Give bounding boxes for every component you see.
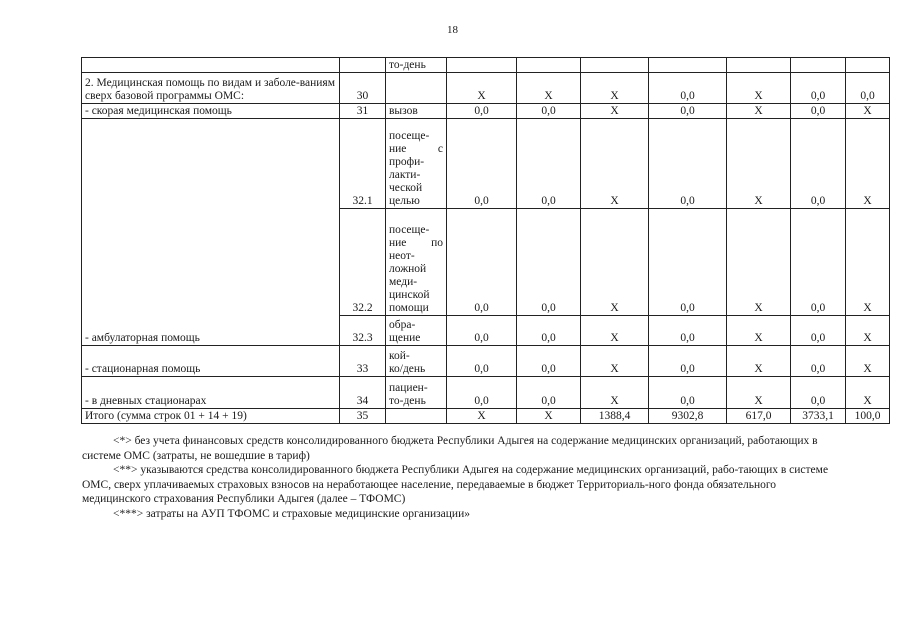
value-cell: X: [846, 104, 890, 119]
table-row: [82, 58, 890, 73]
value-cell: [447, 58, 517, 73]
row-number-cell: 30: [340, 73, 386, 104]
value-cell: 0,0: [517, 119, 581, 209]
unit-line: целью: [389, 195, 420, 207]
value-cell: 0,0: [791, 73, 846, 104]
row-number-cell: 34: [340, 377, 386, 409]
unit-line: меди-: [389, 276, 418, 288]
value-cell: 3733,1: [791, 409, 846, 424]
value-cell: X: [727, 346, 791, 377]
value-cell: [517, 58, 581, 73]
value-cell: 9302,8: [649, 409, 727, 424]
value-cell: 0,0: [447, 209, 517, 316]
unit-line: помощи: [389, 302, 429, 314]
value-cell: 0,0: [649, 73, 727, 104]
unit-line: то-день: [389, 59, 426, 71]
row-name-cell: - стационарная помощь: [82, 346, 340, 377]
unit-cell: [386, 209, 447, 316]
value-cell: X: [447, 409, 517, 424]
unit-line: ние по: [389, 237, 443, 249]
value-cell: 0,0: [517, 209, 581, 316]
value-cell: X: [727, 209, 791, 316]
value-cell: 0,0: [649, 316, 727, 346]
unit-line: неот-: [389, 250, 415, 262]
value-cell: 0,0: [517, 346, 581, 377]
unit-cell: [386, 104, 447, 119]
value-cell: 1388,4: [581, 409, 649, 424]
value-cell: 0,0: [791, 377, 846, 409]
unit-line: посеще-: [389, 130, 430, 142]
value-cell: X: [727, 104, 791, 119]
value-cell: X: [517, 409, 581, 424]
footnote-2: <**> указываются средства консолидированного бюджета Республики Адыгея на содержание медицинских организаций, рабо-тающих в системе ОМС, сверх уплачиваемых страховых взносов на неработающее население, передаваемые в бюджет Территориаль-ного фонда обязательного медицинского страхования Республики Адыгея (далее – ТФОМС): [82, 464, 829, 505]
table-row: [82, 409, 890, 424]
unit-cell: [386, 58, 447, 73]
value-cell: 0,0: [517, 104, 581, 119]
value-cell: 0,0: [649, 346, 727, 377]
value-cell: [727, 58, 791, 73]
unit-line: посеще-: [389, 224, 430, 236]
value-cell: 0,0: [517, 377, 581, 409]
value-cell: 0,0: [791, 346, 846, 377]
value-cell: 0,0: [447, 377, 517, 409]
unit-cell: [386, 316, 447, 346]
value-cell: X: [727, 377, 791, 409]
unit-line: ческой: [389, 182, 423, 194]
value-cell: X: [517, 73, 581, 104]
data-table: [81, 57, 890, 424]
row-name-cell: [82, 58, 340, 73]
value-cell: 0,0: [791, 104, 846, 119]
value-cell: 0,0: [649, 209, 727, 316]
unit-cell: [386, 409, 447, 424]
unit-line: ко/день: [389, 363, 426, 375]
value-cell: 0,0: [447, 316, 517, 346]
unit-line: цинской: [389, 289, 430, 301]
footnote-1: <*> без учета финансовых средств консолидированного бюджета Республики Адыгея на содержание медицинских организаций, работающих в системе ОМС (затраты, не вошедшие в тариф): [82, 435, 818, 462]
value-cell: 0,0: [649, 104, 727, 119]
table-body: [82, 58, 890, 424]
table-row: [82, 119, 890, 209]
row-name-cell: - скорая медицинская помощь: [82, 104, 340, 119]
value-cell: X: [727, 316, 791, 346]
unit-line: ние с: [389, 143, 443, 155]
value-cell: 0,0: [846, 73, 890, 104]
value-cell: [846, 58, 890, 73]
value-cell: X: [846, 209, 890, 316]
value-cell: X: [846, 316, 890, 346]
value-cell: X: [581, 73, 649, 104]
row-number-cell: 32.3: [340, 316, 386, 346]
value-cell: X: [447, 73, 517, 104]
value-cell: 0,0: [649, 119, 727, 209]
row-number-cell: 33: [340, 346, 386, 377]
unit-line: обра-: [389, 319, 416, 331]
value-cell: 0,0: [791, 316, 846, 346]
value-cell: X: [581, 316, 649, 346]
value-cell: 0,0: [447, 104, 517, 119]
value-cell: 0,0: [649, 377, 727, 409]
value-cell: X: [581, 119, 649, 209]
unit-cell: [386, 346, 447, 377]
value-cell: [581, 58, 649, 73]
value-cell: X: [581, 209, 649, 316]
unit-cell: [386, 119, 447, 209]
unit-cell: [386, 377, 447, 409]
value-cell: X: [846, 119, 890, 209]
unit-line: ложной: [389, 263, 427, 275]
row-name-cell: 2. Медицинская помощь по видам и заболе-ваниям сверх базовой программы ОМС:: [82, 73, 340, 104]
value-cell: X: [581, 346, 649, 377]
row-number-cell: [340, 58, 386, 73]
unit-line: лакти-: [389, 169, 421, 181]
table-row: [82, 346, 890, 377]
footnote-3: <***> затраты на АУП ТФОМС и страховые медицинские организации»: [113, 507, 470, 520]
value-cell: 617,0: [727, 409, 791, 424]
unit-line: вызов: [389, 105, 418, 117]
unit-cell: [386, 73, 447, 104]
unit-line: то-день: [389, 395, 426, 407]
value-cell: [649, 58, 727, 73]
table-row: [82, 377, 890, 409]
value-cell: [791, 58, 846, 73]
row-name-cell: Итого (сумма строк 01 + 14 + 19): [82, 409, 340, 424]
row-name-cell: - в дневных стационарах: [82, 377, 340, 409]
unit-line: кой-: [389, 350, 410, 362]
row-number-cell: 32.1: [340, 119, 386, 209]
value-cell: 0,0: [517, 316, 581, 346]
value-cell: 0,0: [791, 119, 846, 209]
unit-line: пациен-: [389, 382, 428, 394]
value-cell: X: [727, 73, 791, 104]
row-number-cell: 32.2: [340, 209, 386, 316]
footnotes: [82, 434, 842, 521]
page-number: 18: [447, 24, 458, 36]
unit-line: щение: [389, 332, 421, 344]
table-row: [82, 73, 890, 104]
value-cell: 100,0: [846, 409, 890, 424]
value-cell: 0,0: [447, 119, 517, 209]
row-number-cell: 35: [340, 409, 386, 424]
value-cell: X: [846, 346, 890, 377]
value-cell: 0,0: [791, 209, 846, 316]
value-cell: X: [727, 119, 791, 209]
value-cell: X: [581, 377, 649, 409]
value-cell: X: [581, 104, 649, 119]
row-name-cell: - амбулаторная помощь: [82, 119, 340, 346]
unit-line: профи-: [389, 156, 425, 168]
value-cell: X: [846, 377, 890, 409]
row-number-cell: 31: [340, 104, 386, 119]
table-row: [82, 104, 890, 119]
value-cell: 0,0: [447, 346, 517, 377]
